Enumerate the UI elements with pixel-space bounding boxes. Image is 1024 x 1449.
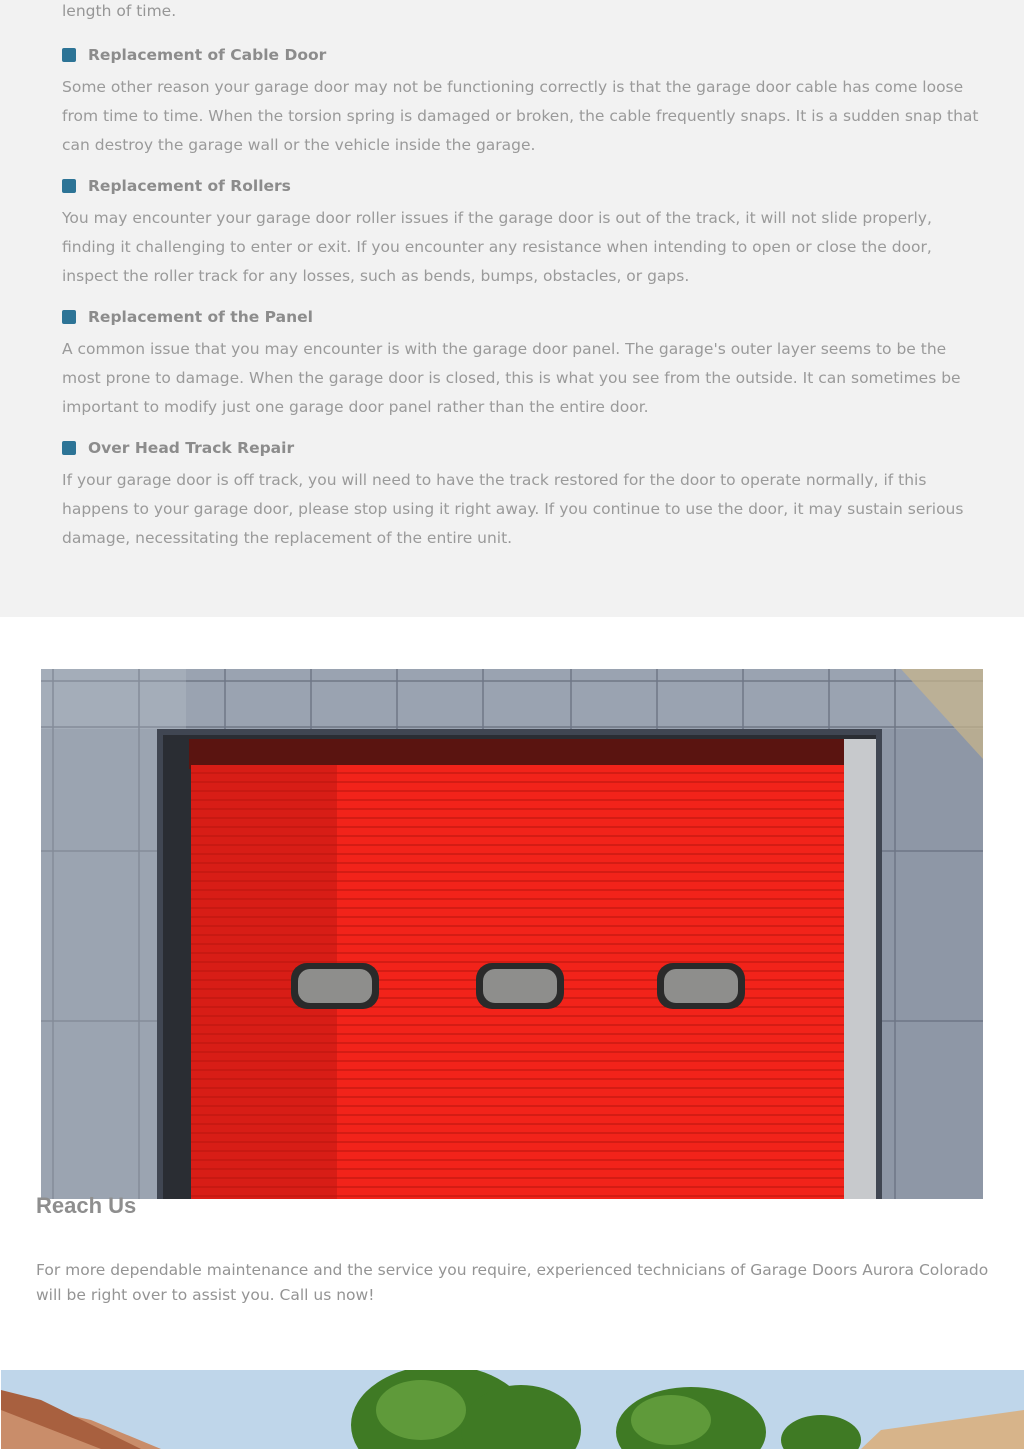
square-bullet-icon (62, 441, 76, 455)
service-title: Replacement of Cable Door (88, 46, 327, 64)
services-section (0, 0, 1024, 617)
house-trees-photo (1, 1370, 1024, 1449)
square-bullet-icon (62, 48, 76, 62)
service-description: A common issue that you may encounter is with the garage door panel. The garage's outer layer seems to be the most prone to damage. When the garage door is closed, this is what you see from the outside. It can sometimes be important to modify just one garage door panel rather than the entire door. (62, 340, 961, 416)
service-description: Some other reason your garage door may not be functioning correctly is that the garage door cable has come loose from time to time. When the torsion spring is damaged or broken, the cable frequently snaps. It is a sudden snap that can destroy the garage wall or the vehicle inside the garage. (62, 78, 979, 154)
intro-paragraph-tail: length of time. (62, 2, 177, 20)
square-bullet-icon (62, 179, 76, 193)
service-item-rollers (62, 175, 987, 291)
service-title: Replacement of Rollers (88, 177, 291, 195)
service-item-track-repair (62, 437, 987, 553)
service-item-cable-door (62, 44, 987, 160)
reach-us-heading: Reach Us (36, 1193, 137, 1218)
reach-us-text: For more dependable maintenance and the service you require, experienced technicians of Garage Doors Aurora Colorado will be right over to assist you. Call us now! (36, 1261, 989, 1304)
service-description: If your garage door is off track, you will need to have the track restored for the door to operate normally, if this happens to your garage door, please stop using it right away. If you continue to use the door, it may sustain serious damage, necessitating the replacement of the entire unit. (62, 471, 964, 547)
service-description: You may encounter your garage door roller issues if the garage door is out of the track, it will not slide properly, finding it challenging to enter or exit. If you encounter any resistance when intending to open or close the door, inspect the roller track for any losses, such as bends, bumps, obstacles, or gaps. (62, 209, 932, 285)
square-bullet-icon (62, 310, 76, 324)
service-item-panel (62, 306, 987, 422)
service-title: Replacement of the Panel (88, 308, 313, 326)
service-title: Over Head Track Repair (88, 439, 295, 457)
red-garage-door-photo (41, 669, 983, 1199)
